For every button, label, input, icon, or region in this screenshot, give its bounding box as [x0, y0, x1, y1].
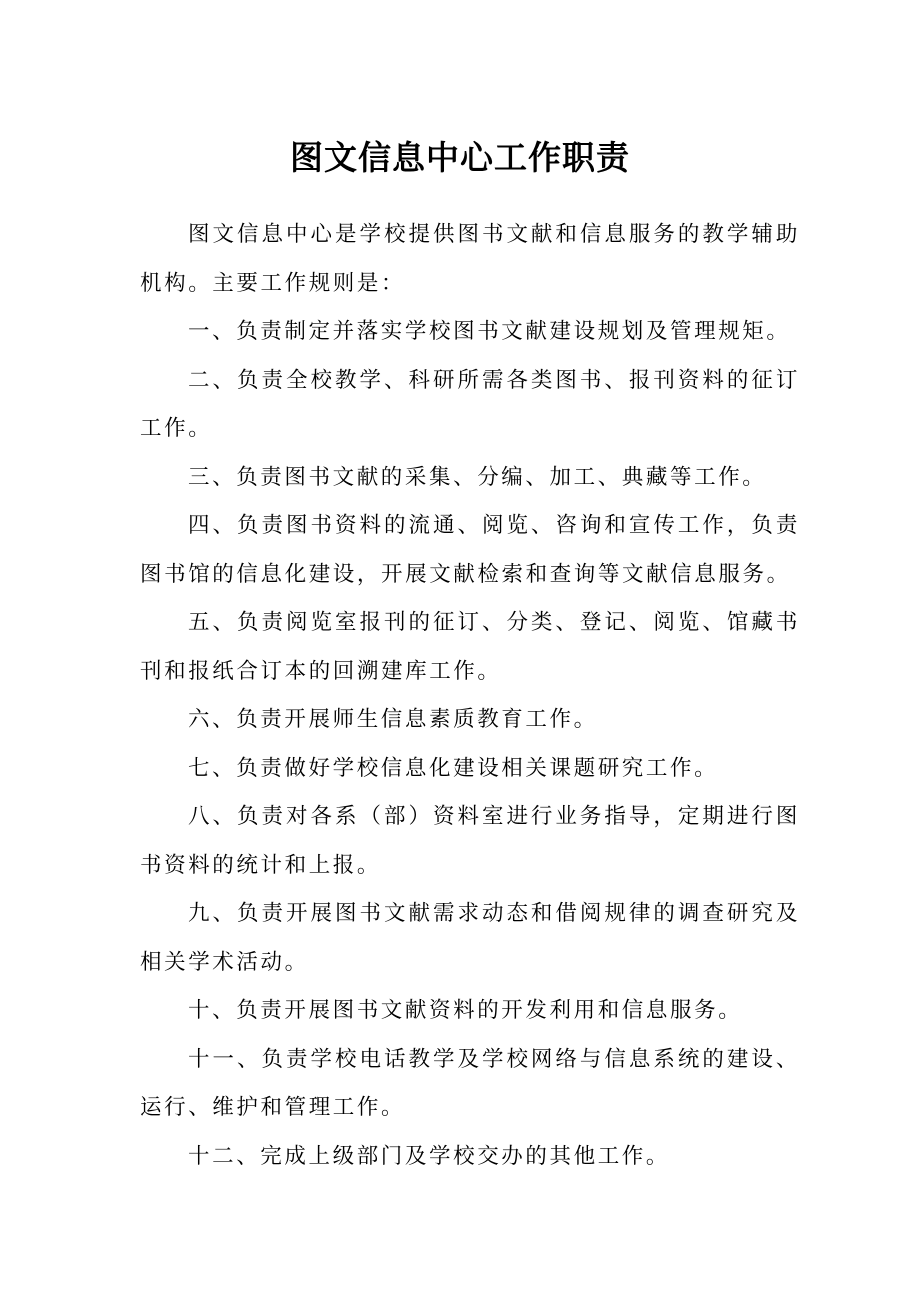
duty-item-12: 十二、完成上级部门及学校交办的其他工作。 [188, 1143, 671, 1169]
duty-item-2: 二、负责全校教学、科研所需各类图书、报刊资料的征订工作。 [140, 367, 800, 441]
duty-item-10: 十、负责开展图书文献资料的开发利用和信息服务。 [188, 998, 743, 1023]
duty-item-11: 十一、负责学校电话教学及学校网络与信息系统的建设、运行、维护和管理工作。 [140, 1046, 800, 1120]
duty-item-9: 九、负责开展图书文献需求动态和借阅规律的调查研究及相关学术活动。 [140, 901, 800, 975]
document-body [140, 211, 800, 1181]
duty-item-5: 五、负责阅览室报刊的征订、分类、登记、阅览、馆藏书刊和报纸合订本的回溯建库工作。 [140, 610, 800, 684]
duty-item-7: 七、负责做好学校信息化建设相关课题研究工作。 [188, 755, 719, 781]
duty-item-6: 六、负责开展师生信息素质教育工作。 [188, 707, 598, 732]
duty-item-1: 一、负责制定并落实学校图书文献建设规划及管理规矩。 [188, 319, 791, 344]
duty-item-4: 四、负责图书资料的流通、阅览、咨询和宣传工作，负责图书馆的信息化建设，开展文献检索和查询等文献信息服务。 [140, 513, 800, 587]
duty-item-3: 三、负责图书文献的采集、分编、加工、典藏等工作。 [188, 464, 767, 490]
document-title: 图文信息中心工作职责 [290, 138, 630, 177]
duty-item-8: 八、负责对各系（部）资料室进行业务指导，定期进行图书资料的统计和上报。 [140, 804, 800, 878]
intro-paragraph: 图文信息中心是学校提供图书文献和信息服务的教学辅助机构。主要工作规则是： [140, 222, 800, 296]
